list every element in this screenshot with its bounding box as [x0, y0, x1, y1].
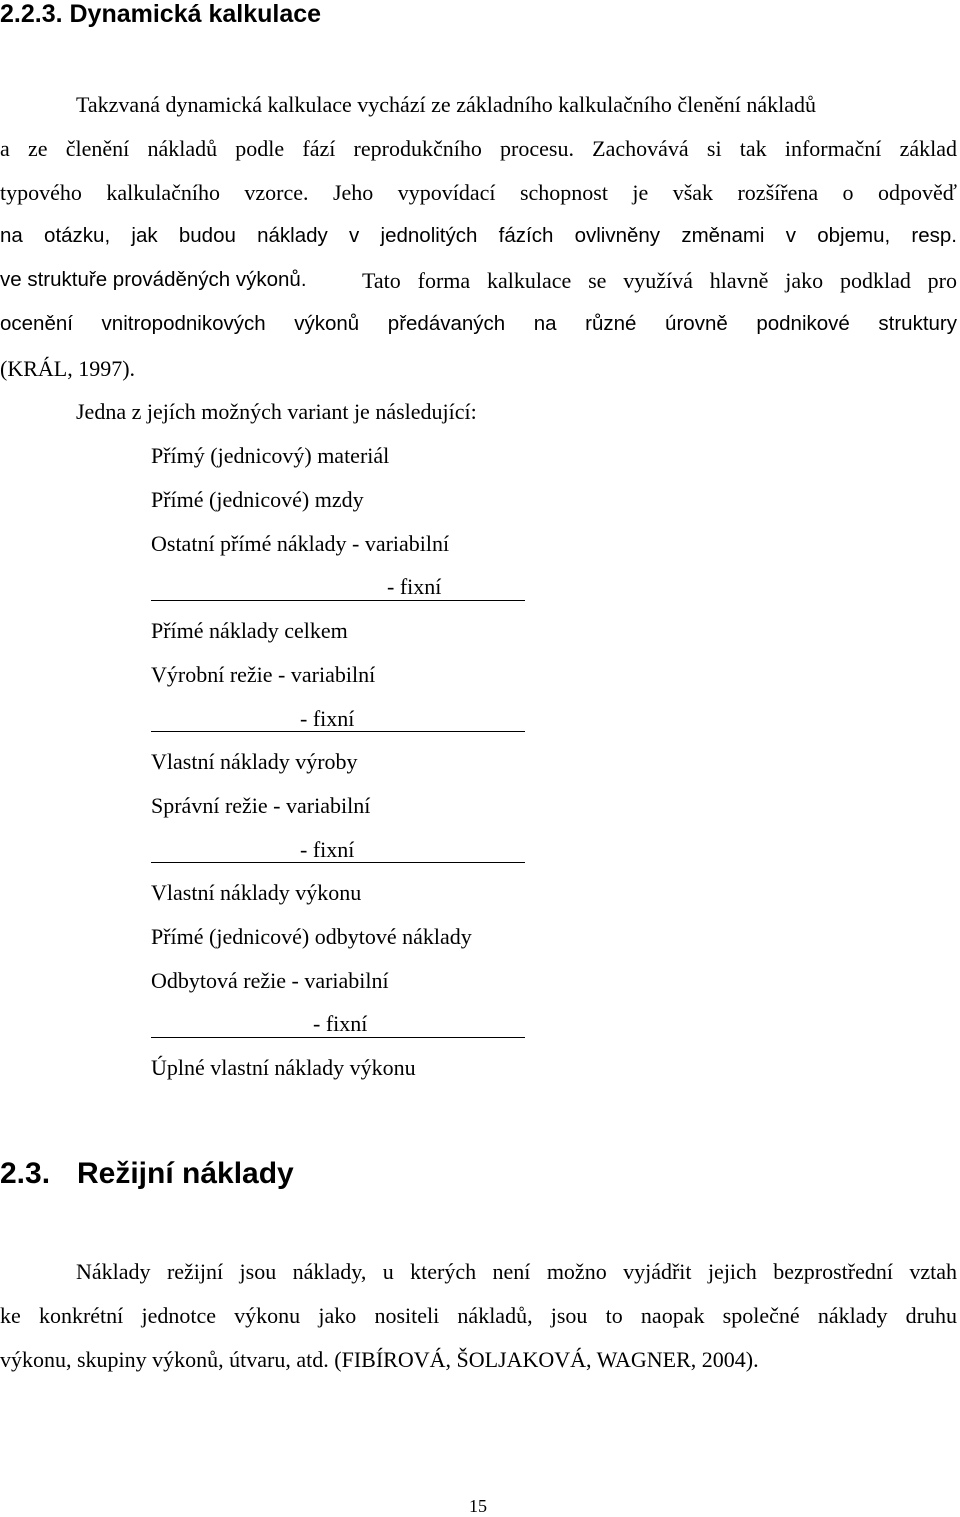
calc-item-10: - fixní [300, 837, 355, 862]
calc-item-1: Přímý (jednicový) materiál [151, 443, 390, 468]
paragraph-1-line-4: na otázku, jak budou náklady v jednolitých fázích ovlivněny změnami v objemu, resp. [0, 224, 957, 247]
subtotal-rule-4 [151, 1037, 525, 1038]
paragraph-1-line-3: typového kalkulačního vzorce. Jeho vypovídací schopnost je však rozšířena o odpověď [0, 180, 957, 205]
section-heading-2-3-title: Režijní náklady [77, 1157, 294, 1190]
paragraph-2-line-3: výkonu, skupiny výkonů, útvaru, atd. (FIBÍROVÁ, ŠOLJAKOVÁ, WAGNER, 2004). [0, 1347, 759, 1372]
paragraph-1-line-1: Takzvaná dynamická kalkulace vychází ze základního kalkulačního členění nákladů [76, 92, 817, 117]
paragraph-2-line-1: Náklady režijní jsou náklady, u kterých není možno vyjádřit jejich bezprostřední vztah [76, 1259, 957, 1284]
variant-intro: Jedna z jejích možných variant je následující: [76, 399, 477, 424]
calc-item-12: Přímé (jednicové) odbytové náklady [151, 924, 472, 949]
paragraph-1-line-7: (KRÁL, 1997). [0, 356, 136, 381]
paragraph-1-line-6: ocenění vnitropodnikových výkonů předávaných na různé úrovně podnikové struktury [0, 312, 957, 335]
subtotal-rule-1 [151, 600, 525, 601]
section-heading-2-3-number: 2.3. [0, 1157, 51, 1190]
page-number: 15 [469, 1496, 487, 1516]
subtotal-rule-3 [151, 862, 525, 863]
calc-item-5: Přímé náklady celkem [151, 618, 348, 643]
calc-item-9: Správní režie - variabilní [151, 793, 371, 818]
paragraph-2-line-2: ke konkrétní jednotce výkonu jako nositeli nákladů, jsou to naopak společné náklady druhu [0, 1303, 957, 1328]
calc-item-11: Vlastní náklady výkonu [151, 880, 362, 905]
calc-item-15: Úplné vlastní náklady výkonu [151, 1055, 416, 1080]
paragraph-1-line-5a: ve struktuře prováděných výkonů. [0, 268, 307, 291]
calc-item-3: Ostatní přímé náklady - variabilní [151, 531, 450, 556]
subtotal-rule-2 [151, 731, 525, 732]
calc-item-7: - fixní [300, 706, 355, 731]
calc-item-8: Vlastní náklady výroby [151, 749, 358, 774]
calc-item-13: Odbytová režie - variabilní [151, 968, 389, 993]
paragraph-1-line-2: a ze členění nákladů podle fází reprodukčního procesu. Zachovává si tak informační základ [0, 136, 957, 161]
calc-item-6: Výrobní režie - variabilní [151, 662, 376, 687]
calc-item-4: - fixní [387, 574, 442, 599]
calc-item-2: Přímé (jednicové) mzdy [151, 487, 364, 512]
paragraph-1-line-5b: Tato forma kalkulace se využívá hlavně jako podklad pro [362, 268, 957, 293]
calc-item-14: - fixní [313, 1011, 368, 1036]
section-heading-2-2-3: 2.2.3. Dynamická kalkulace [0, 0, 322, 28]
